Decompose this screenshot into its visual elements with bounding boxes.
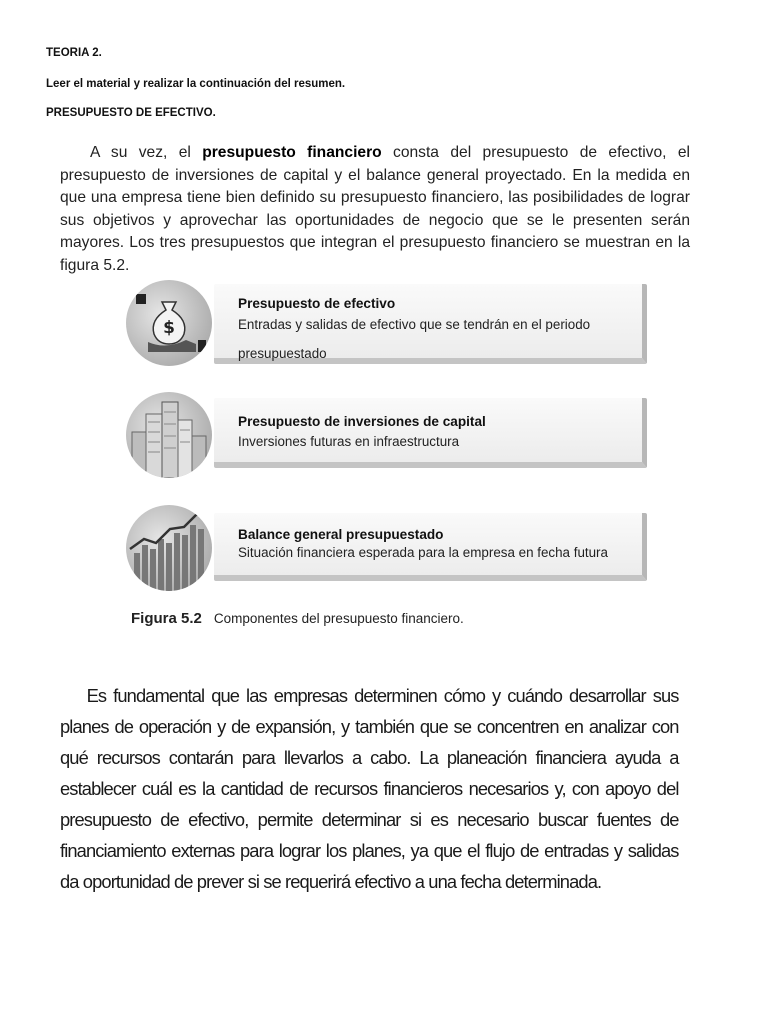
card-title-efectivo: Presupuesto de efectivo — [238, 296, 396, 311]
card-desc-efectivo-line2: presupuestado — [238, 346, 327, 361]
intro-text-rest: consta del presupuesto de efectivo, el presupuesto de inversiones de capital y el balance general proyectado. En la medida en que una empresa tiene bien definido su presupuesto financiero, las posibilidades de lograr sus objetivos y aprovechar las oportunidades de negocio que se le presenten serán mayores. Los tres presupuestos que integran el presupuesto financiero se muestran en la figura 5.2. — [60, 144, 690, 274]
card-efectivo — [214, 284, 647, 364]
figure-caption-number: Figura 5.2 — [131, 610, 202, 627]
bar-chart-icon — [126, 505, 212, 591]
card-desc-efectivo-line1: Entradas y salidas de efectivo que se tendrán en el periodo — [238, 317, 591, 332]
figure-item-efectivo — [126, 280, 646, 370]
figure-caption — [131, 610, 464, 627]
card-title-balance: Balance general presupuestado — [238, 527, 444, 542]
intro-text-start: A su vez, el — [90, 144, 203, 161]
figure-item-inversiones — [126, 392, 646, 482]
card-balance — [214, 513, 647, 581]
section-title: PRESUPUESTO DE EFECTIVO. — [46, 107, 216, 119]
figure-caption-text: Componentes del presupuesto financiero. — [213, 611, 464, 626]
intro-bold-term: presupuesto financiero — [202, 144, 382, 161]
card-desc-inversiones: Inversiones futuras en infraestructura — [238, 434, 460, 449]
dollar-sign-glyph: $ — [163, 318, 175, 338]
heading-teoria: TEORIA 2. — [46, 47, 102, 59]
card-inversiones — [214, 398, 647, 468]
money-bag-icon — [126, 280, 212, 366]
intro-paragraph — [60, 142, 690, 277]
figure-item-balance — [126, 505, 646, 595]
body-paragraph: Es fundamental que las empresas determinen cómo y cuándo desarrollar sus planes de operación y de expansión, y también que se concentren en analizar con qué recursos contarán para llevarlos a cabo. La planeación financiera ayuda a establecer cuál es la cantidad de recursos financieros necesarios y, con apoyo del presupuesto de efectivo, permite determinar si es necesario buscar fuentes de financiamiento externas para lograr los planes, ya que el flujo de entradas y salidas da oportunidad de prever si se requerirá efectivo a una fecha determinada. — [60, 685, 679, 892]
instruction-text: Leer el material y realizar la continuación del resumen. — [46, 78, 346, 90]
buildings-icon — [126, 392, 212, 478]
card-desc-balance: Situación financiera esperada para la empresa en fecha futura — [238, 545, 608, 560]
card-title-inversiones: Presupuesto de inversiones de capital — [238, 414, 486, 429]
